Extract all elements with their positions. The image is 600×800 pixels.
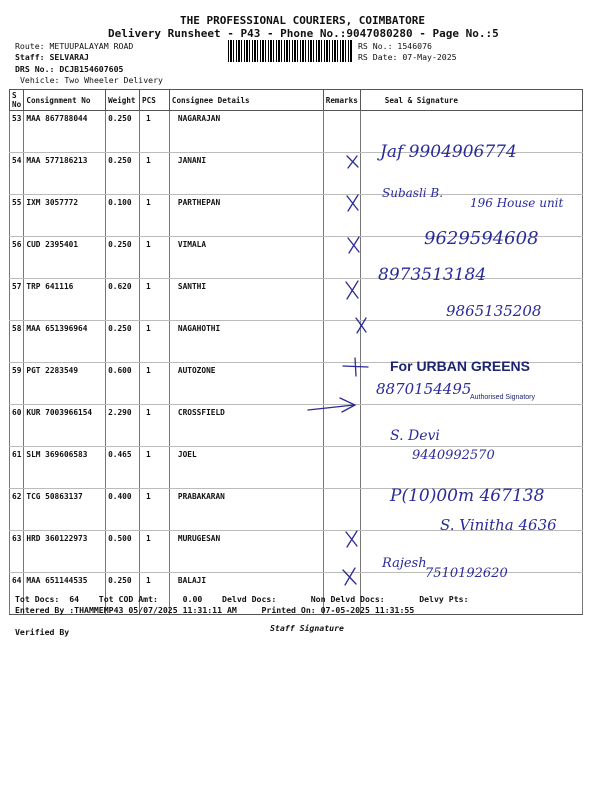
cell-remarks bbox=[323, 111, 360, 153]
cell-consignment: TRP 641116 bbox=[24, 279, 106, 321]
vehicle-label: Vehicle: Two Wheeler Delivery bbox=[20, 75, 163, 85]
cell-pcs: 1 bbox=[140, 405, 170, 447]
cell-pcs: 1 bbox=[140, 111, 170, 153]
column-header: PCS bbox=[140, 90, 170, 111]
cell-consignment: MAA 577186213 bbox=[24, 153, 106, 195]
cell-consignee: VIMALA bbox=[169, 237, 323, 279]
signature-row-63: S. Vinitha 4636 bbox=[440, 516, 557, 534]
cell-pcs: 1 bbox=[140, 321, 170, 363]
column-header: Seal & Signature bbox=[360, 90, 582, 111]
cell-weight: 0.250 bbox=[106, 153, 140, 195]
signature-row-57: 8973513184 bbox=[378, 265, 487, 285]
cell-sno: 56 bbox=[10, 237, 24, 279]
cell-remarks bbox=[323, 279, 360, 321]
cell-sno: 59 bbox=[10, 363, 24, 405]
cell-consignee: PRABAKARAN bbox=[169, 489, 323, 531]
cell-sno: 64 bbox=[10, 573, 24, 615]
cell-consignment: KUR 7003966154 bbox=[24, 405, 106, 447]
column-header: Remarks bbox=[323, 90, 360, 111]
cell-consignment: MAA 867788044 bbox=[24, 111, 106, 153]
staff-signature: Staff Signature bbox=[270, 623, 344, 633]
cell-signature bbox=[360, 321, 582, 363]
cell-consignment: MAA 651144535 bbox=[24, 573, 106, 615]
cell-pcs: 1 bbox=[140, 531, 170, 573]
stamp-signatory: Authorised Signatory bbox=[470, 394, 535, 401]
table-row bbox=[10, 447, 583, 489]
cell-sno: 57 bbox=[10, 279, 24, 321]
cell-pcs: 1 bbox=[140, 195, 170, 237]
cell-remarks bbox=[323, 447, 360, 489]
cell-sno: 54 bbox=[10, 153, 24, 195]
signature-row-55-note: 196 House unit bbox=[470, 196, 564, 210]
rs-number: RS No.: 1546076 bbox=[358, 41, 432, 51]
runsheet-title: Delivery Runsheet - P43 - Phone No.:9047080280 - Page No.:5 bbox=[108, 27, 499, 40]
cell-consignment: MAA 651396964 bbox=[24, 321, 106, 363]
verified-by: Verified By bbox=[15, 627, 70, 637]
cell-pcs: 1 bbox=[140, 153, 170, 195]
cell-sno: 62 bbox=[10, 489, 24, 531]
cell-sno: 60 bbox=[10, 405, 24, 447]
column-header: Consignment No bbox=[24, 90, 106, 111]
signature-row-58: 9865135208 bbox=[446, 302, 542, 320]
cell-pcs: 1 bbox=[140, 447, 170, 489]
cell-pcs: 1 bbox=[140, 237, 170, 279]
cell-sno: 58 bbox=[10, 321, 24, 363]
cell-weight: 0.600 bbox=[106, 363, 140, 405]
signature-row-64: Rajesh bbox=[382, 556, 427, 571]
cell-remarks bbox=[323, 531, 360, 573]
totals-line: Tot Docs: 64 Tot COD Amt: 0.00 Delvd Docs: Non Delvd Docs: Delvy Pts: bbox=[15, 594, 469, 604]
company-title: THE PROFESSIONAL COURIERS, COIMBATORE bbox=[180, 14, 426, 27]
cell-consignment: CUD 2395401 bbox=[24, 237, 106, 279]
cell-weight: 0.465 bbox=[106, 447, 140, 489]
cell-weight: 0.250 bbox=[106, 237, 140, 279]
signature-row-61: S. Devi bbox=[390, 428, 440, 444]
cell-weight: 0.250 bbox=[106, 573, 140, 615]
cell-consignee: CROSSFIELD bbox=[169, 405, 323, 447]
cell-pcs: 1 bbox=[140, 489, 170, 531]
column-header: Weight bbox=[106, 90, 140, 111]
cell-weight: 0.250 bbox=[106, 111, 140, 153]
cell-consignee: NAGAHOTHI bbox=[169, 321, 323, 363]
cell-consignee: PARTHEPAN bbox=[169, 195, 323, 237]
cell-remarks bbox=[323, 321, 360, 363]
signature-row-64-phone: 7510192620 bbox=[425, 566, 508, 581]
signature-row-56: 9629594608 bbox=[424, 228, 539, 249]
cell-sno: 61 bbox=[10, 447, 24, 489]
cell-consignee: NAGARAJAN bbox=[169, 111, 323, 153]
cell-consignee: JANANI bbox=[169, 153, 323, 195]
cell-weight: 0.400 bbox=[106, 489, 140, 531]
cell-remarks bbox=[323, 489, 360, 531]
cell-pcs: 1 bbox=[140, 363, 170, 405]
route-label: Route: METUUPALAYAM ROAD bbox=[15, 41, 134, 51]
cell-sno: 53 bbox=[10, 111, 24, 153]
staff-label: Staff: SELVARAJ bbox=[15, 52, 89, 62]
table-row bbox=[10, 321, 583, 363]
cell-consignee: JOEL bbox=[169, 447, 323, 489]
cell-sno: 55 bbox=[10, 195, 24, 237]
column-header: S No bbox=[10, 90, 24, 111]
cell-consignment: PGT 2283549 bbox=[24, 363, 106, 405]
signature-row-60: 8870154495 bbox=[376, 380, 472, 398]
drs-number: DRS No.: DCJB154607605 bbox=[15, 64, 124, 74]
cell-weight: 0.620 bbox=[106, 279, 140, 321]
cell-pcs: 1 bbox=[140, 279, 170, 321]
cell-sno: 63 bbox=[10, 531, 24, 573]
cell-remarks bbox=[323, 405, 360, 447]
signature-row-54: Jaf 9904906774 bbox=[380, 142, 517, 162]
runsheet-table bbox=[9, 89, 583, 615]
entered-by-line: Entered By :THAMMEMP43 05/07/2025 11:31:11 AM Printed On: 07-05-2025 11:31:55 bbox=[15, 605, 415, 615]
table-row bbox=[10, 405, 583, 447]
cell-consignee: AUTOZONE bbox=[169, 363, 323, 405]
column-header: Consignee Details bbox=[169, 90, 323, 111]
cell-weight: 0.100 bbox=[106, 195, 140, 237]
cell-consignee: BALAJI bbox=[169, 573, 323, 615]
cell-remarks bbox=[323, 237, 360, 279]
cell-consignment: HRD 360122973 bbox=[24, 531, 106, 573]
barcode bbox=[228, 40, 353, 62]
stamp-urban-greens: For URBAN GREENS bbox=[390, 358, 531, 374]
cell-weight: 0.250 bbox=[106, 321, 140, 363]
signature-row-61-phone: 9440992570 bbox=[412, 448, 495, 463]
cell-remarks bbox=[323, 195, 360, 237]
cell-weight: 2.290 bbox=[106, 405, 140, 447]
cell-consignment: TCG 50863137 bbox=[24, 489, 106, 531]
cell-pcs: 1 bbox=[140, 573, 170, 615]
cell-remarks bbox=[323, 153, 360, 195]
cell-remarks bbox=[323, 363, 360, 405]
cell-consignee: MURUGESAN bbox=[169, 531, 323, 573]
cell-consignment: SLM 369606583 bbox=[24, 447, 106, 489]
table-header-row bbox=[10, 90, 583, 111]
cell-consignee: SANTHI bbox=[169, 279, 323, 321]
rs-date: RS Date: 07-May-2025 bbox=[358, 52, 457, 62]
signature-row-55: Subasli B. bbox=[382, 186, 444, 200]
cell-weight: 0.500 bbox=[106, 531, 140, 573]
signature-row-62: P(10)00m 467138 bbox=[390, 486, 545, 506]
cell-consignment: IXM 3057772 bbox=[24, 195, 106, 237]
